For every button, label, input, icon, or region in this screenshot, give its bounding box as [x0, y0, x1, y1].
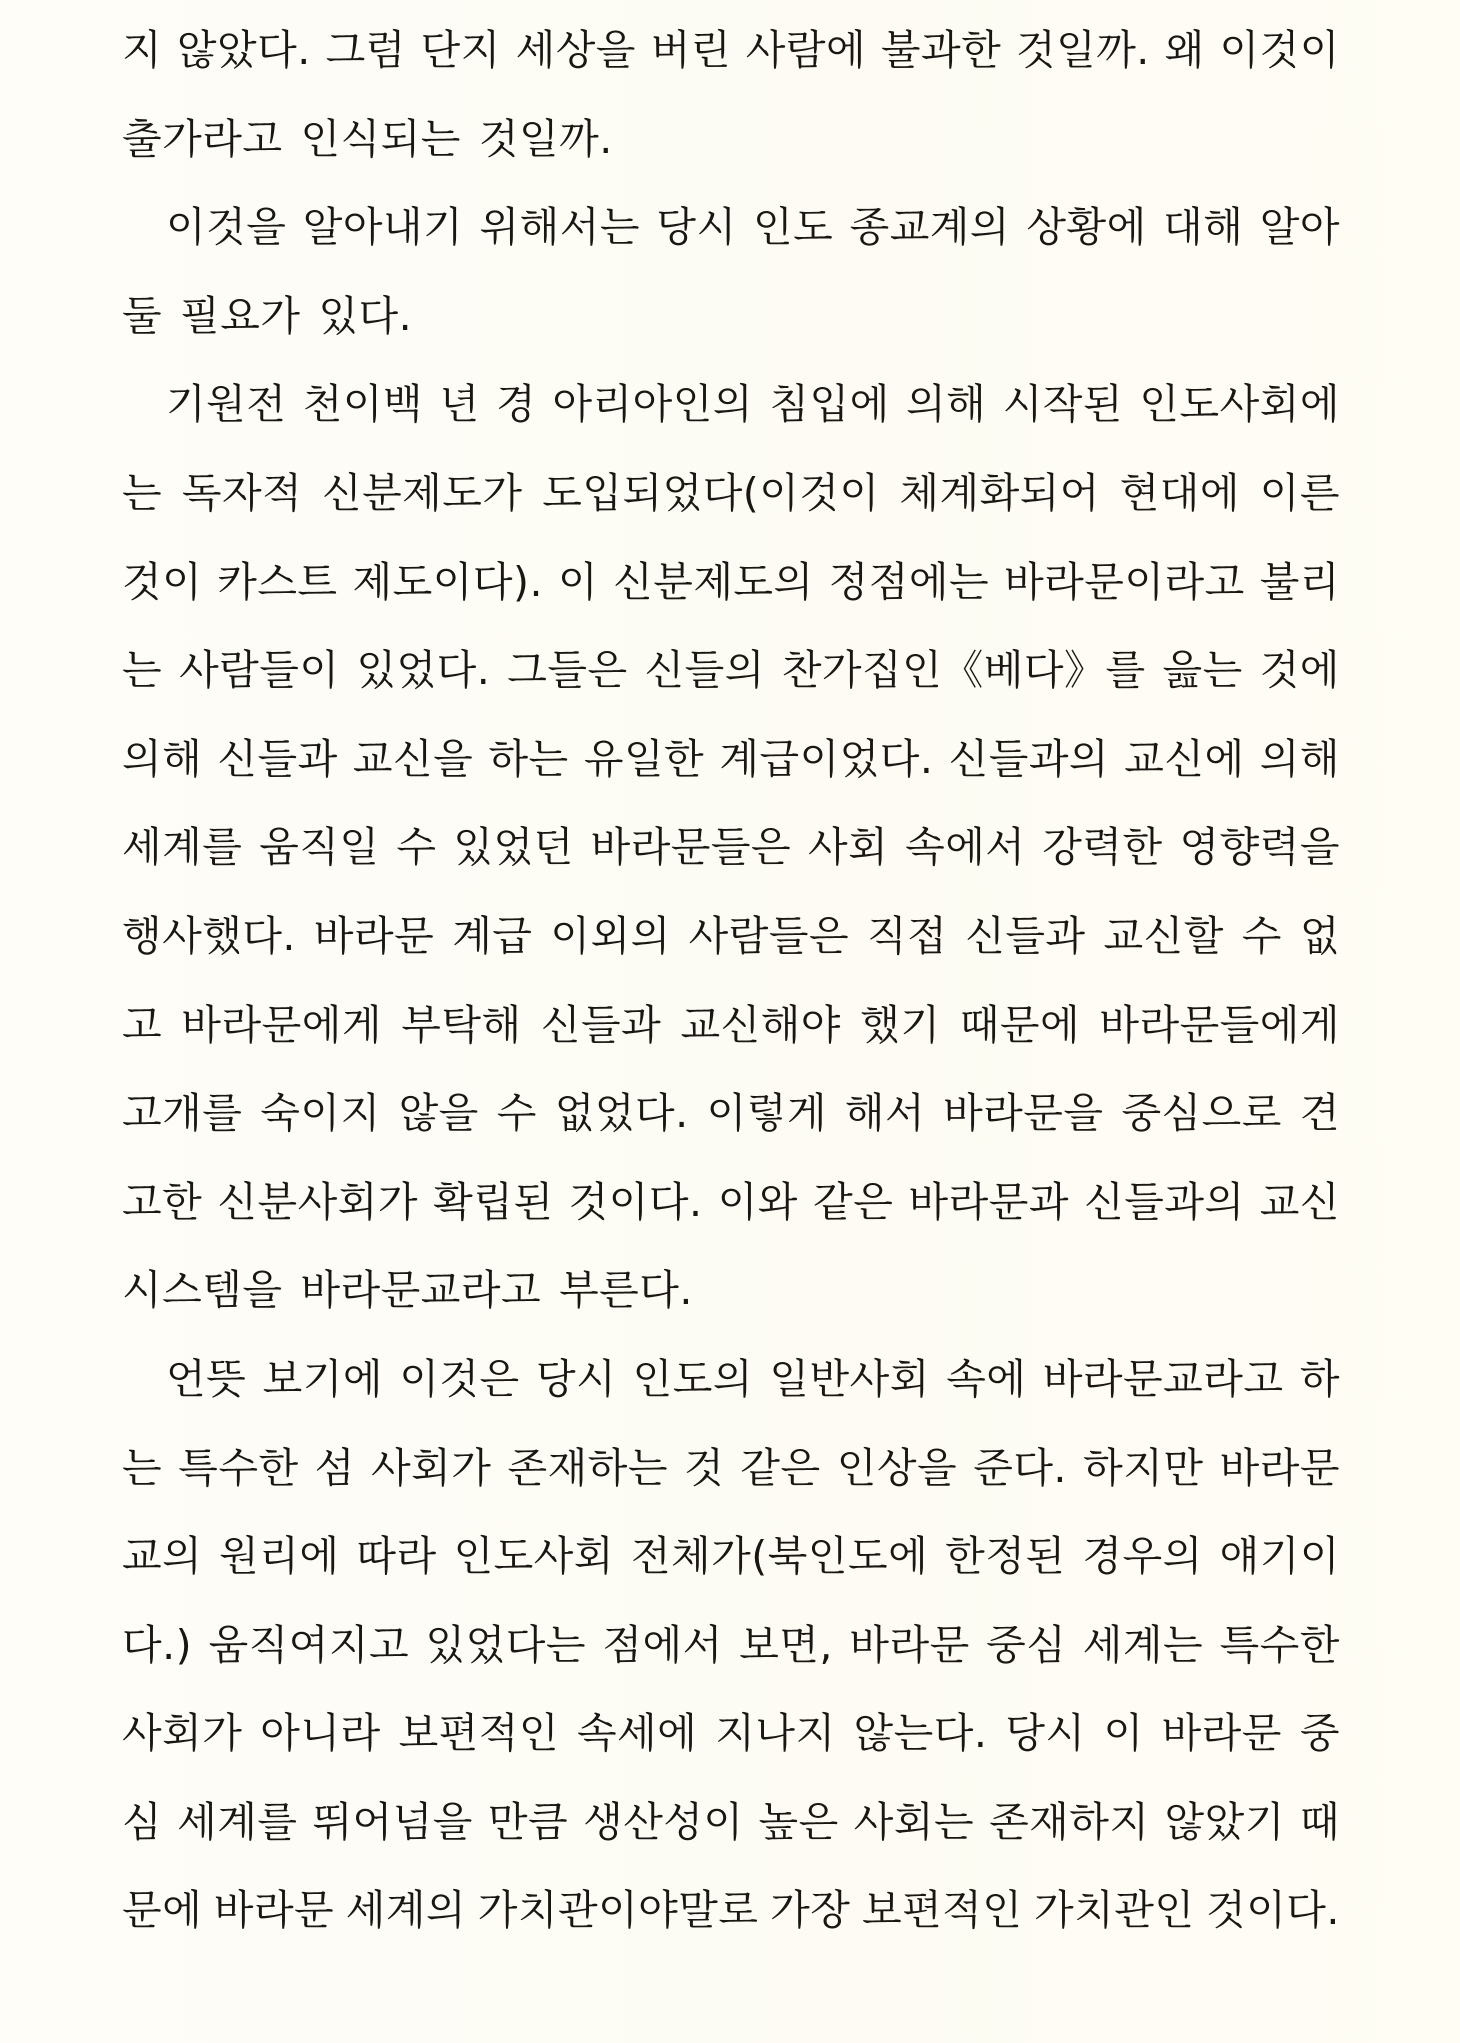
word: 가치관이야말로	[477, 1886, 759, 1935]
word: 다.)	[122, 1620, 193, 1669]
word: 교신을	[352, 734, 474, 783]
word: 는	[122, 1443, 163, 1492]
text-line	[122, 538, 1340, 627]
word: 당시	[656, 203, 737, 252]
word: 신들과의	[948, 734, 1110, 783]
word: 바라문을	[943, 1089, 1104, 1138]
word: 특수한	[1219, 1620, 1340, 1669]
word: 현대에	[1119, 468, 1240, 517]
word: 세계를	[177, 1797, 298, 1846]
word: 천이백	[302, 380, 424, 429]
word: 당시	[536, 1354, 617, 1403]
word: 이른	[1259, 468, 1340, 517]
text-line	[122, 803, 1340, 892]
word: 교신에	[1124, 734, 1245, 783]
word: 않았기	[1164, 1797, 1285, 1846]
word: 단지	[420, 26, 501, 74]
word: 때문에	[959, 1000, 1081, 1049]
word: 그럼	[325, 26, 406, 74]
word: 사회	[808, 823, 889, 872]
word: 섬	[314, 1443, 355, 1492]
text-line	[122, 892, 1340, 981]
word: 인도	[752, 203, 834, 252]
text-line	[122, 1424, 1340, 1513]
word: 부른다.	[559, 1266, 693, 1315]
text-line	[122, 1866, 1340, 1955]
word: 않았다.	[176, 26, 311, 74]
word: 바라문교라고	[300, 1266, 542, 1315]
word: 뛰어넘을	[312, 1797, 473, 1846]
word: 있었다.	[356, 646, 491, 695]
word: 하는	[488, 734, 569, 783]
word: 하	[1299, 1354, 1340, 1403]
word: 보면,	[739, 1620, 833, 1669]
word: 만큼	[487, 1797, 569, 1846]
word: 세계는	[1082, 1620, 1204, 1669]
text-line	[122, 981, 1340, 1070]
word: 독자적	[181, 468, 303, 517]
text-line	[122, 715, 1340, 804]
word: 는	[122, 468, 163, 517]
word: 사람에	[745, 26, 867, 74]
text-line	[122, 272, 1340, 361]
word: 인식되는	[300, 114, 461, 163]
word: 것이다.	[568, 1177, 703, 1226]
word: 바라문	[213, 1886, 335, 1935]
word: 중	[1299, 1709, 1340, 1758]
word: 부탁해	[401, 1000, 522, 1049]
text-line-content	[122, 1246, 1340, 1335]
word: 당시	[1005, 1709, 1086, 1758]
text-line-content	[166, 1335, 1340, 1424]
word: 인도사회에	[1139, 380, 1340, 429]
text-line-content	[122, 715, 1340, 804]
text-line	[122, 449, 1340, 538]
word: 인도사회	[453, 1532, 615, 1581]
text-line-content	[122, 803, 1340, 892]
word: 기원전	[166, 380, 287, 429]
text-line	[122, 1246, 1340, 1335]
word: 불리	[1259, 557, 1340, 606]
word: 심	[122, 1797, 163, 1846]
word: 언뜻	[166, 1354, 247, 1403]
word: 세상을	[515, 26, 636, 74]
word: 교신	[1259, 1177, 1340, 1226]
word: 중심	[986, 1620, 1067, 1669]
text-line-content	[122, 1512, 1340, 1601]
word: 위해서는	[479, 203, 640, 252]
word: 교신해야	[680, 1000, 841, 1049]
word: 하지만	[1083, 1443, 1204, 1492]
text-line-content	[122, 626, 1340, 715]
text-line	[122, 6, 1340, 95]
word: 바라문교라고	[1042, 1354, 1284, 1403]
word: 바라문들에게	[1099, 1000, 1340, 1049]
text-line	[122, 360, 1340, 449]
word: 않을	[398, 1089, 479, 1138]
word: 보편적인	[861, 1886, 1023, 1935]
word: 움직여지고	[208, 1620, 410, 1669]
word: 해서	[844, 1089, 926, 1138]
word: 움직일	[259, 823, 380, 872]
word: 이	[1103, 1709, 1144, 1758]
word: 것일까.	[1015, 26, 1150, 74]
word: 왜	[1164, 26, 1205, 74]
word: 경우의	[1082, 1532, 1203, 1581]
word: 있었다는	[425, 1620, 586, 1669]
word: 속세에	[576, 1709, 698, 1758]
word: 아니라	[260, 1709, 381, 1758]
word: 강력한	[1042, 823, 1163, 872]
text-line	[122, 95, 1340, 184]
word: 정점에는	[828, 557, 990, 606]
word: 고	[122, 1000, 163, 1049]
word: 것	[684, 1443, 725, 1492]
word: 바라문	[1161, 1709, 1282, 1758]
word: 고개를	[122, 1089, 243, 1138]
word: 숙이지	[260, 1089, 381, 1138]
word: 한정된	[945, 1532, 1066, 1581]
word: 존재하지	[989, 1797, 1150, 1846]
word: 바라문들은	[590, 823, 792, 872]
word: 바라문	[849, 1620, 970, 1669]
word: 시스템을	[122, 1266, 283, 1315]
word: 바라문이라고	[1004, 557, 1245, 606]
word: 보편적인	[398, 1709, 559, 1758]
word: 바라문에게	[181, 1000, 382, 1049]
word: 그들은	[507, 646, 628, 695]
word: 사람들이	[179, 646, 340, 695]
word: 이것을	[166, 203, 287, 252]
text-line-content	[122, 1689, 1340, 1778]
word: 이외의	[550, 911, 671, 960]
word: 카스트	[217, 557, 338, 606]
word: 것이다.	[1206, 1886, 1340, 1935]
word: 인상을	[836, 1443, 958, 1492]
word: 사회가	[122, 1709, 243, 1758]
word: 같은	[740, 1443, 821, 1492]
word: 제도이다).	[352, 557, 543, 606]
word: 가장	[770, 1886, 851, 1935]
word: 이것이	[1219, 26, 1340, 74]
word: 수	[396, 823, 437, 872]
word: 행사했다.	[122, 911, 296, 960]
word: 고한	[122, 1177, 203, 1226]
word: 읊는	[1162, 646, 1243, 695]
text-line-content	[122, 892, 1340, 981]
word: 의해	[122, 734, 203, 783]
word: 교의	[122, 1532, 203, 1581]
word: 준다.	[973, 1443, 1067, 1492]
word: 상황에	[1026, 203, 1147, 252]
word: 사람들은	[688, 911, 850, 960]
word: 신분제도가	[321, 468, 523, 517]
word: 신분사회가	[217, 1177, 418, 1226]
word: 원리에	[219, 1532, 340, 1581]
word: 신들과	[217, 734, 338, 783]
text-line	[122, 1335, 1340, 1424]
word: 신들과	[965, 911, 1086, 960]
word: 체계화되어	[899, 468, 1100, 517]
word: 수	[496, 1089, 537, 1138]
word: 이렇게	[706, 1089, 827, 1138]
word: 출가라고	[122, 114, 283, 163]
text-line-content	[166, 360, 1340, 449]
word: 것에	[1259, 646, 1340, 695]
word: 사회가	[371, 1443, 492, 1492]
text-line-content	[122, 981, 1340, 1070]
word: 신들의	[644, 646, 765, 695]
word: 없	[1299, 911, 1340, 960]
text-line-content	[122, 1424, 1340, 1513]
text-line	[122, 1158, 1340, 1247]
body-text	[122, 6, 1340, 1955]
word: 이	[558, 557, 599, 606]
word: 신들과	[540, 1000, 662, 1049]
word: 찬가집인《베다》를	[781, 646, 1146, 695]
word: 도입되었다(이것이	[542, 468, 880, 517]
word: 때	[1299, 1797, 1340, 1846]
word: 견	[1299, 1089, 1340, 1138]
word: 세계의	[345, 1886, 467, 1935]
word: 속에서	[905, 823, 1026, 872]
word: 확립된	[433, 1177, 554, 1226]
word: 수	[1241, 911, 1282, 960]
word: 신들과의	[1084, 1177, 1245, 1226]
word: 아리아인의	[552, 380, 753, 429]
word: 것이	[122, 557, 203, 606]
word: 않는다.	[853, 1709, 988, 1758]
word: 는	[122, 646, 163, 695]
word: 없었다.	[554, 1089, 689, 1138]
word: 교신할	[1103, 911, 1224, 960]
word: 의해	[1259, 734, 1340, 783]
word: 유일한	[583, 734, 705, 783]
word: 바라문	[313, 911, 435, 960]
word: 일반사회	[769, 1354, 930, 1403]
text-line	[122, 1689, 1340, 1778]
word: 시작된	[1002, 380, 1124, 429]
word: 점에서	[602, 1620, 723, 1669]
word: 이것은	[399, 1354, 520, 1403]
word: 가치관인	[1034, 1886, 1195, 1935]
text-line	[122, 1512, 1340, 1601]
text-line-content	[166, 183, 1340, 272]
word: 보기에	[262, 1354, 383, 1403]
word: 생산성이	[583, 1797, 744, 1846]
word: 따라	[356, 1532, 437, 1581]
word: 버린	[650, 26, 731, 74]
word: 있었던	[453, 823, 574, 872]
word: 얘기이	[1219, 1532, 1340, 1581]
word: 침입에	[769, 380, 890, 429]
text-line-content	[122, 538, 1340, 627]
text-line-content	[122, 272, 1340, 361]
word: 같은	[813, 1177, 894, 1226]
text-line-content	[122, 1069, 1340, 1158]
text-line-content	[122, 1778, 1340, 1867]
word: 전체가(북인도에	[630, 1532, 929, 1581]
word: 높은	[758, 1797, 839, 1846]
text-line	[122, 1069, 1340, 1158]
word: 바라문과	[908, 1177, 1069, 1226]
word: 인도의	[632, 1354, 753, 1403]
word: 사회는	[853, 1797, 975, 1846]
word: 대해	[1163, 203, 1244, 252]
word: 이와	[717, 1177, 798, 1226]
word: 있다.	[318, 291, 413, 340]
text-line-content	[122, 1158, 1340, 1247]
word: 속에	[946, 1354, 1027, 1403]
text-line	[122, 1778, 1340, 1867]
word: 영향력을	[1179, 823, 1340, 872]
word: 신분제도의	[613, 557, 814, 606]
word: 필요가	[180, 291, 301, 340]
word: 알아	[1259, 203, 1340, 252]
word: 문에	[122, 1886, 203, 1935]
word: 계급	[452, 911, 533, 960]
word: 지나지	[715, 1709, 836, 1758]
text-line	[122, 1601, 1340, 1690]
word: 특수한	[178, 1443, 299, 1492]
text-line-content	[122, 449, 1340, 538]
text-line-content	[122, 1866, 1340, 1955]
text-line	[122, 626, 1340, 715]
word: 세계를	[122, 823, 243, 872]
word: 불과한	[880, 26, 1002, 74]
word: 지	[122, 26, 163, 74]
word: 것일까.	[478, 114, 613, 163]
word: 년	[439, 380, 480, 429]
word: 경	[495, 380, 537, 429]
word: 종교계의	[849, 203, 1011, 252]
text-line-content	[122, 6, 1340, 95]
word: 알아내기	[302, 203, 464, 252]
word: 존재하는	[507, 1443, 668, 1492]
word: 바라문	[1219, 1443, 1340, 1492]
word: 계급이었다.	[719, 734, 934, 783]
word: 둘	[122, 291, 163, 340]
text-line	[122, 183, 1340, 272]
text-line-content	[122, 95, 1340, 184]
word: 의해	[906, 380, 987, 429]
word: 직접	[867, 911, 948, 960]
word: 했기	[860, 1000, 941, 1049]
word: 중심으로	[1121, 1089, 1282, 1138]
text-line-content	[122, 1601, 1340, 1690]
